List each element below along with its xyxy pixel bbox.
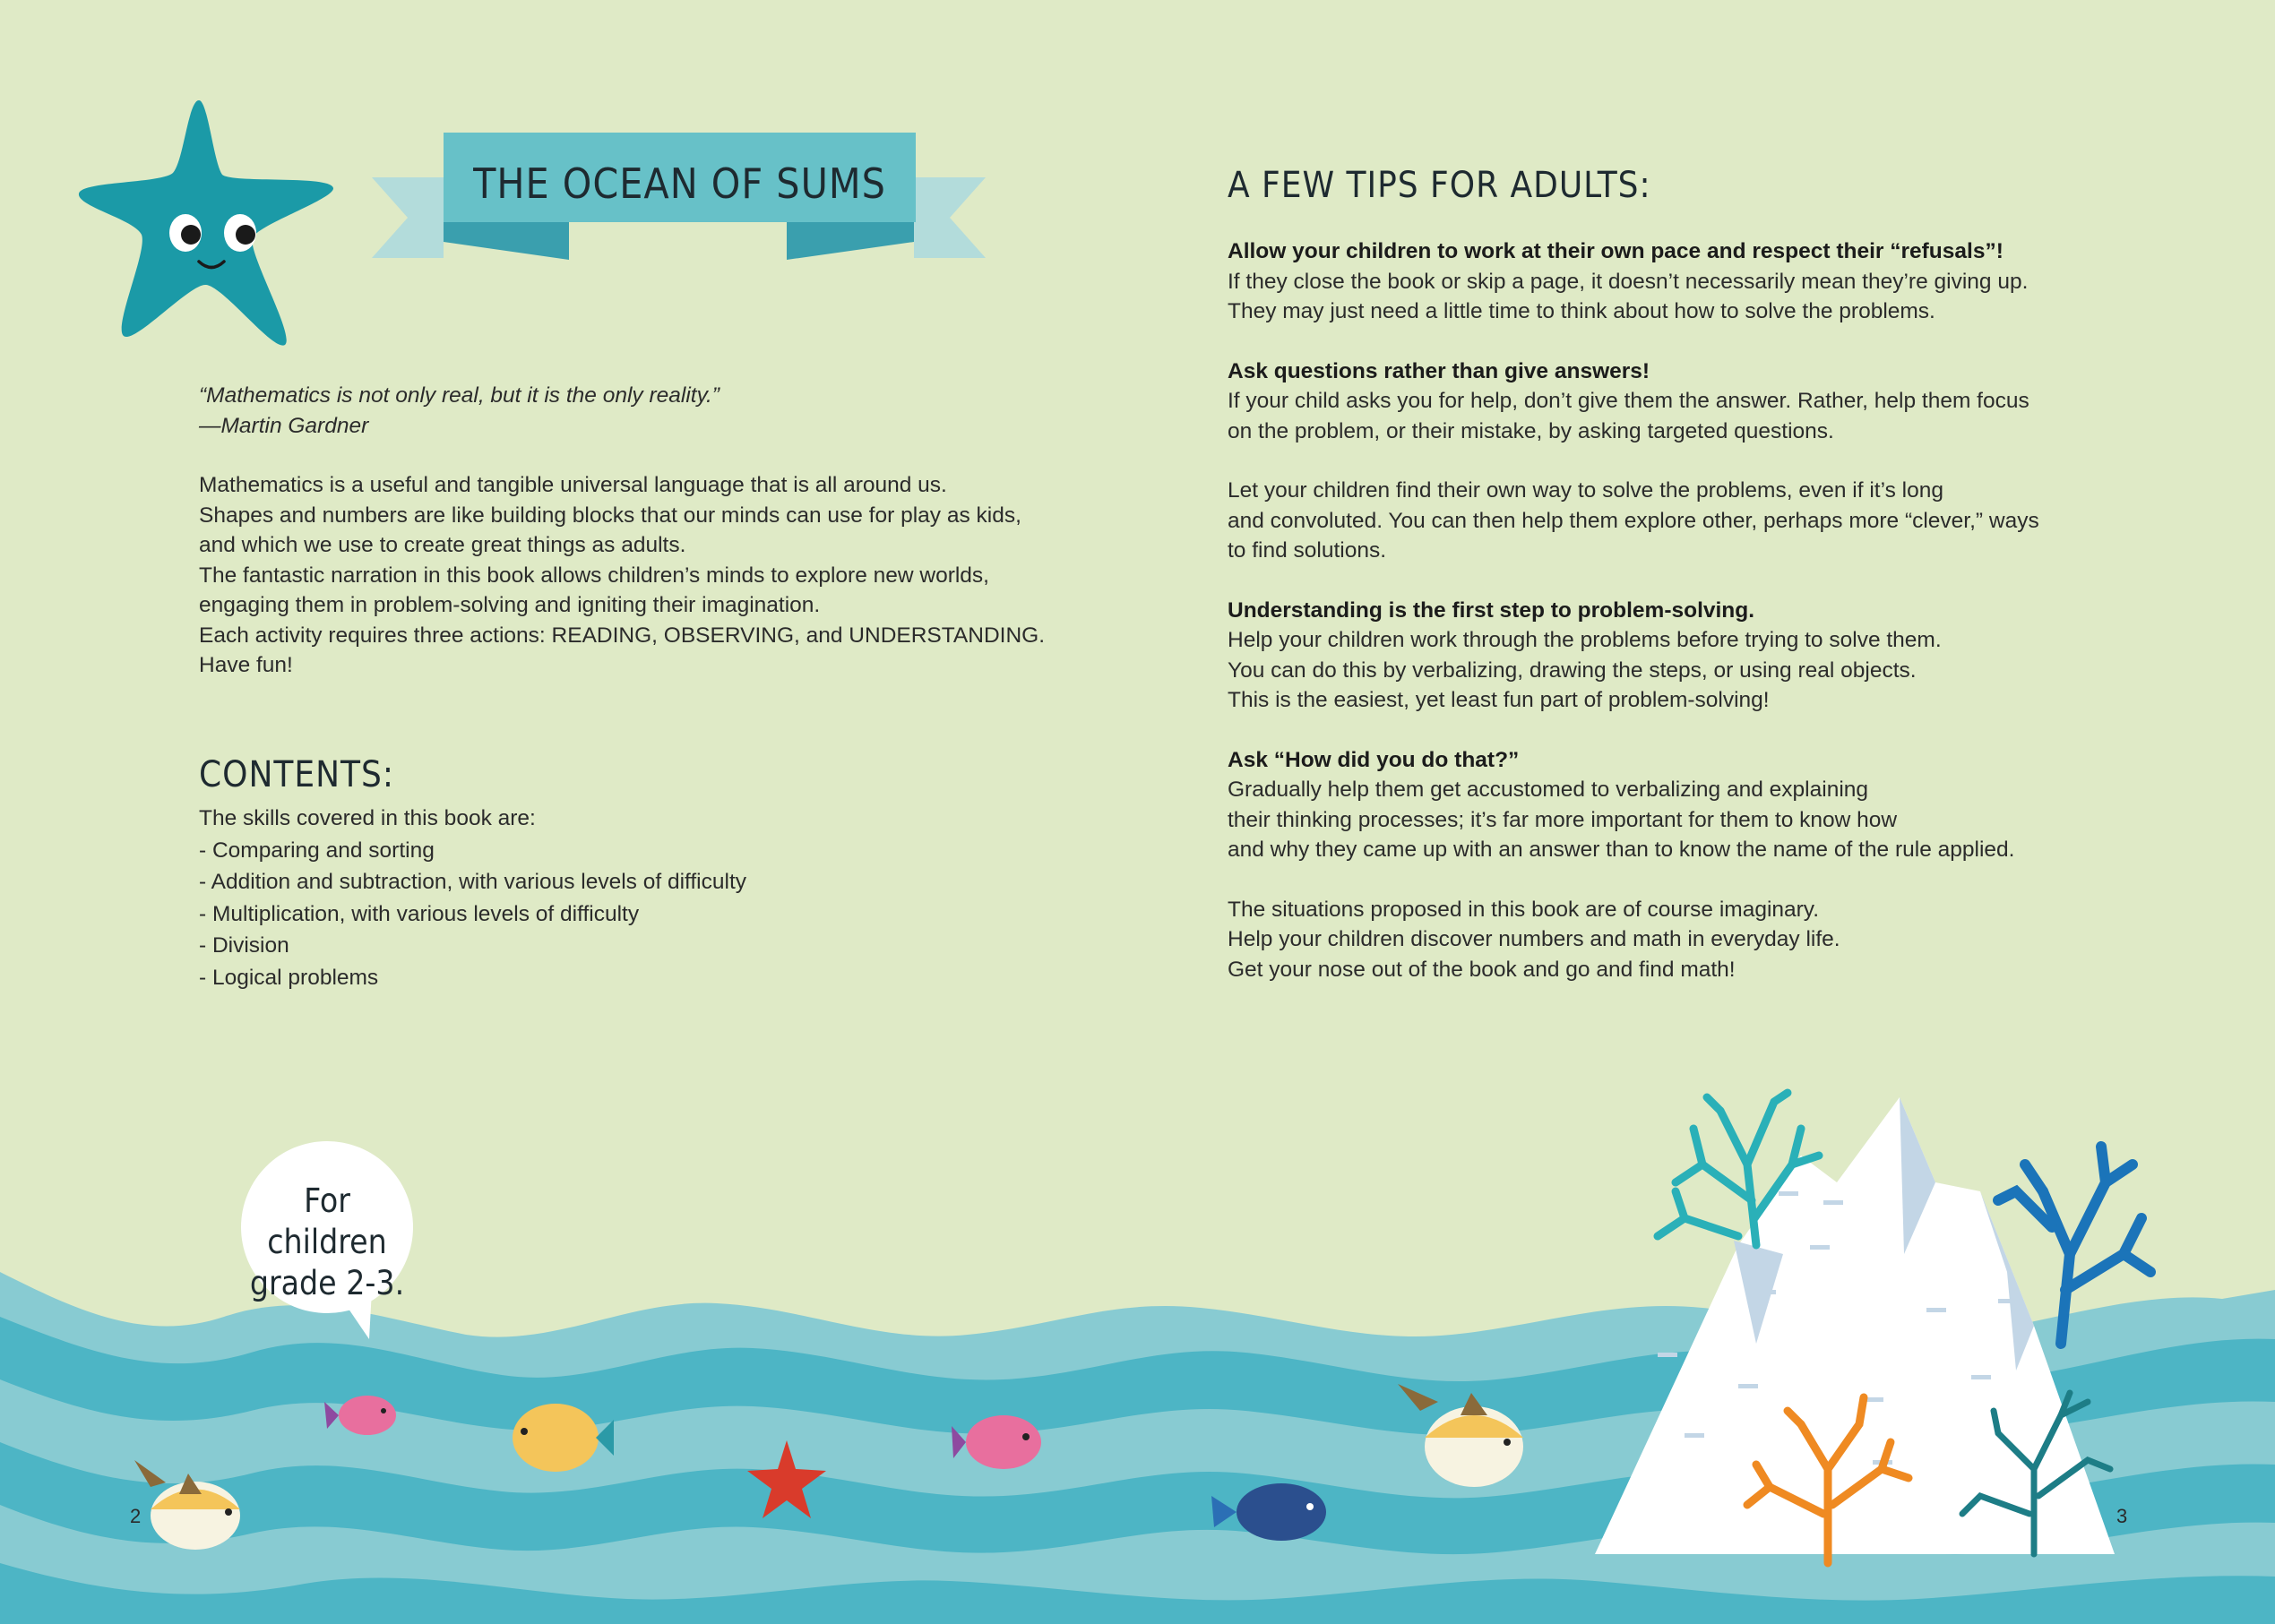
intro-line: Shapes and numbers are like building blocks that our minds can use for play as kids, <box>199 503 1021 528</box>
tip-line: to find solutions. <box>1228 538 1387 563</box>
list-item: - Comparing and sorting <box>199 838 435 863</box>
list-item: - Division <box>199 933 289 958</box>
tip-paragraph <box>1228 745 2124 865</box>
page-title: THE OCEAN OF SUMS <box>473 159 886 208</box>
tip-line: and why they came up with an answer than to know the name of the rule applied. <box>1228 838 2015 862</box>
tip-line: If they close the book or skip a page, it doesn’t necessarily mean they’re giving up. <box>1228 269 2029 294</box>
left-column <box>199 381 1077 681</box>
tip-line: Get your nose out of the book and go and find math! <box>1228 957 1736 982</box>
bubble-line: grade 2-3. <box>249 1264 405 1302</box>
quote-author: —Martin Gardner <box>199 413 369 438</box>
tip-title: Understanding is the first step to problem-solving. <box>1228 597 1755 623</box>
tips-list <box>1228 236 2124 1014</box>
tip-title: Ask “How did you do that?” <box>1228 747 1520 772</box>
intro-line: Each activity requires three actions: READING, OBSERVING, and UNDERSTANDING. <box>199 623 1046 648</box>
contents-heading: CONTENTS: <box>199 754 394 795</box>
list-item: - Addition and subtraction, with various levels of difficulty <box>199 870 747 894</box>
tip-title: Ask questions rather than give answers! <box>1228 358 1650 383</box>
tip-paragraph <box>1228 895 2124 985</box>
tip-line: The situations proposed in this book are of course imaginary. <box>1228 897 1820 922</box>
intro-line: Mathematics is a useful and tangible universal language that is all around us. <box>199 473 947 497</box>
intro-paragraph <box>199 470 1077 681</box>
page-number-right: 3 <box>2116 1505 2128 1527</box>
intro-line: and which we use to create great things as adults. <box>199 533 686 557</box>
starfish-character-icon <box>79 100 333 346</box>
tip-line: on the problem, or their mistake, by asking targeted questions. <box>1228 418 1834 443</box>
tip-line: and convoluted. You can then help them explore other, perhaps more “clever,” ways <box>1228 508 2039 533</box>
list-item: - Logical problems <box>199 965 379 990</box>
bubble-line: For children <box>267 1181 387 1261</box>
tip-title: Allow your children to work at their own pace and respect their “refusals”! <box>1228 239 2004 263</box>
tip-paragraph <box>1228 596 2124 716</box>
tip-line: Let your children find their own way to solve the problems, even if it’s long <box>1228 478 1943 503</box>
intro-line: Have fun! <box>199 653 293 677</box>
tip-line: Gradually help them get accustomed to verbalizing and explaining <box>1228 778 1869 802</box>
tip-line: If your child asks you for help, don’t give them the answer. Rather, help them focus <box>1228 389 2029 413</box>
page-number-left: 2 <box>130 1505 142 1527</box>
tip-paragraph <box>1228 236 2124 327</box>
list-item: - Multiplication, with various levels of difficulty <box>199 901 640 926</box>
tip-line: Help your children discover numbers and math in everyday life. <box>1228 927 1840 951</box>
tip-line: You can do this by verbalizing, drawing the steps, or using real objects. <box>1228 657 1917 683</box>
tip-line: They may just need a little time to think about how to solve the problems. <box>1228 299 1935 323</box>
contents-intro: The skills covered in this book are: <box>199 806 536 830</box>
tip-line: Help your children work through the problems before trying to solve them. <box>1228 628 1942 652</box>
speech-bubble-text <box>242 1181 412 1304</box>
intro-line: The fantastic narration in this book allows children’s minds to explore new worlds, <box>199 563 989 588</box>
tip-line: their thinking processes; it’s far more important for them to know how <box>1228 807 1898 832</box>
tip-line: This is the easiest, yet least fun part of problem-solving! <box>1228 688 1770 712</box>
intro-line: engaging them in problem-solving and igniting their imagination. <box>199 593 821 617</box>
tip-paragraph <box>1228 357 2124 447</box>
tips-heading: A FEW TIPS FOR ADULTS: <box>1228 165 1651 206</box>
quote-text: “Mathematics is not only real, but it is the only reality.” <box>199 383 720 408</box>
tip-paragraph <box>1228 476 2124 566</box>
contents-list <box>199 803 1005 993</box>
